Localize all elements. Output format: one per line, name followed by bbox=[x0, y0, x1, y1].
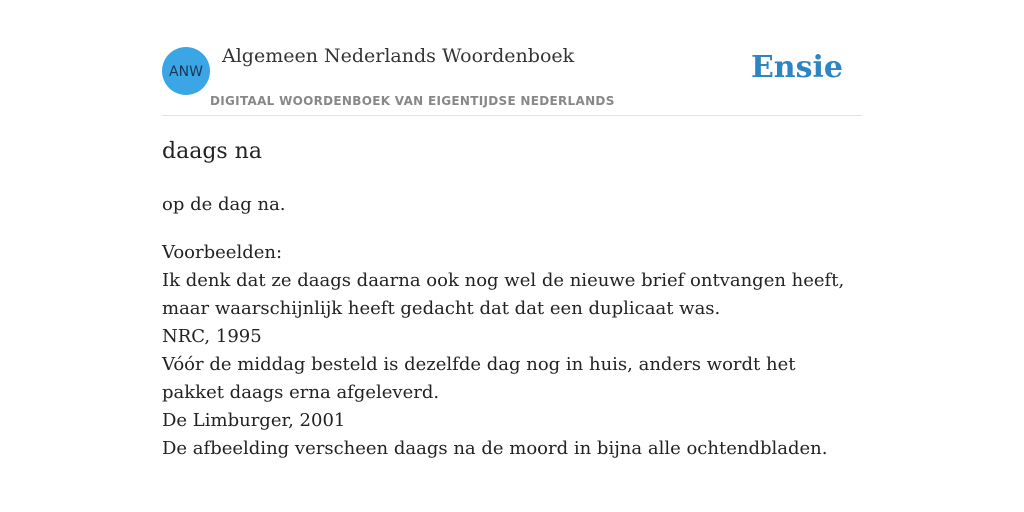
example-text: Ik denk dat ze daags daarna ook nog wel de nieuwe brief ontvangen heeft, maar waarschijnlijk heeft gedacht dat dat een duplicaat was. bbox=[162, 270, 845, 319]
entry-definition: op de dag na. bbox=[162, 194, 286, 215]
site-subtitle: DIGITAAL WOORDENBOEK VAN EIGENTIJDSE NEDERLANDS bbox=[210, 94, 615, 108]
example-source: NRC, 1995 bbox=[162, 326, 262, 347]
example-item bbox=[162, 267, 862, 351]
entry-headword: daags na bbox=[162, 139, 262, 164]
examples-label: Voorbeelden: bbox=[162, 242, 283, 263]
example-item bbox=[162, 435, 862, 463]
ensie-brand-link[interactable]: Ensie bbox=[750, 50, 843, 85]
example-text: De afbeelding verscheen daags na de moord in bijna alle ochtendbladen. bbox=[162, 438, 828, 459]
logo-text: ANW bbox=[169, 64, 203, 80]
example-text: Vóór de middag besteld is dezelfde dag nog in huis, anders wordt het pakket daags erna afgeleverd. bbox=[162, 354, 796, 403]
site-title[interactable]: Algemeen Nederlands Woordenboek bbox=[222, 45, 575, 67]
examples-section bbox=[162, 239, 862, 463]
page-container bbox=[162, 0, 862, 459]
page-header bbox=[162, 0, 862, 116]
anw-logo[interactable] bbox=[162, 47, 210, 95]
example-item bbox=[162, 351, 862, 435]
anw-logo-mark bbox=[162, 47, 210, 95]
example-source: De Limburger, 2001 bbox=[162, 410, 346, 431]
